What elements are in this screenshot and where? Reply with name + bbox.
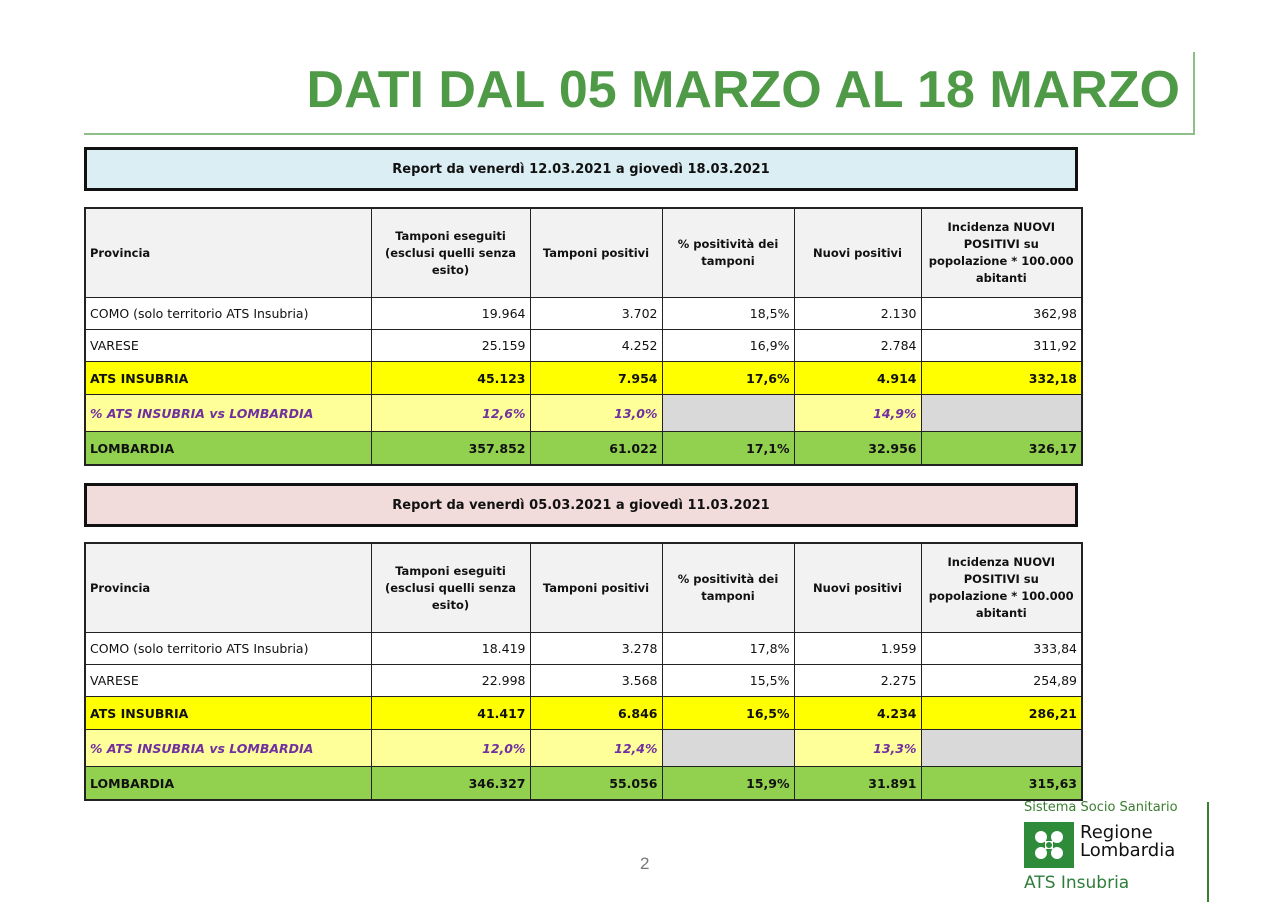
cell-pct: 15,9% <box>662 767 794 801</box>
regione-lombardia-rose-icon <box>1024 822 1074 868</box>
cell-eseguiti: 41.417 <box>371 697 530 730</box>
cell-empty <box>921 730 1082 767</box>
row-name: COMO (solo territorio ATS Insubria) <box>85 633 371 665</box>
cell-incidenza: 286,21 <box>921 697 1082 730</box>
cell-nuovi: 1.959 <box>794 633 921 665</box>
cell-incidenza: 332,18 <box>921 362 1082 395</box>
header-nuovi-positivi: Nuovi positivi <box>794 543 921 633</box>
header-incidenza: Incidenza NUOVI POSITIVI su popolazione * 100.000 abitanti <box>921 208 1082 298</box>
cell-empty <box>662 395 794 432</box>
cell-eseguiti: 12,6% <box>371 395 530 432</box>
cell-nuovi: 13,3% <box>794 730 921 767</box>
cell-positivi: 61.022 <box>530 432 662 466</box>
cell-nuovi: 2.275 <box>794 665 921 697</box>
logo-regione-text <box>1080 824 1175 860</box>
header-pct-positivita: % positività dei tamponi <box>662 543 794 633</box>
cell-pct: 15,5% <box>662 665 794 697</box>
report-2-label: Report da venerdì 05.03.2021 a giovedì 11.03.2021 <box>84 483 1078 527</box>
cell-incidenza: 326,17 <box>921 432 1082 466</box>
cell-positivi: 3.278 <box>530 633 662 665</box>
cell-eseguiti: 357.852 <box>371 432 530 466</box>
cell-eseguiti: 19.964 <box>371 298 530 330</box>
logo-ats-text: ATS Insubria <box>1024 873 1130 893</box>
header-provincia: Provincia <box>85 208 371 298</box>
cell-pct: 17,6% <box>662 362 794 395</box>
header-incidenza: Incidenza NUOVI POSITIVI su popolazione * 100.000 abitanti <box>921 543 1082 633</box>
header-pct-positivita: % positività dei tamponi <box>662 208 794 298</box>
header-tamponi-positivi: Tamponi positivi <box>530 543 662 633</box>
cell-pct: 17,8% <box>662 633 794 665</box>
cell-eseguiti: 12,0% <box>371 730 530 767</box>
header-nuovi-positivi: Nuovi positivi <box>794 208 921 298</box>
header-tamponi-eseguiti: Tamponi eseguiti (esclusi quelli senza esito) <box>371 208 530 298</box>
table-row-lombardia <box>85 432 1082 466</box>
table-row-pct-vs <box>85 730 1082 767</box>
page-title: DATI DAL 05 MARZO AL 18 MARZO <box>306 61 1180 119</box>
cell-eseguiti: 346.327 <box>371 767 530 801</box>
table-row <box>85 665 1082 697</box>
cell-incidenza: 362,98 <box>921 298 1082 330</box>
cell-positivi: 55.056 <box>530 767 662 801</box>
cell-eseguiti: 22.998 <box>371 665 530 697</box>
cell-eseguiti: 18.419 <box>371 633 530 665</box>
logo-sistema-text: Sistema Socio Sanitario <box>1024 800 1178 815</box>
cell-empty <box>662 730 794 767</box>
cell-positivi: 3.702 <box>530 298 662 330</box>
report-1-label: Report da venerdì 12.03.2021 a giovedì 18.03.2021 <box>84 147 1078 191</box>
row-name: ATS INSUBRIA <box>85 362 371 395</box>
header-tamponi-positivi: Tamponi positivi <box>530 208 662 298</box>
row-name: COMO (solo territorio ATS Insubria) <box>85 298 371 330</box>
cell-positivi: 13,0% <box>530 395 662 432</box>
cell-positivi: 12,4% <box>530 730 662 767</box>
cell-incidenza: 333,84 <box>921 633 1082 665</box>
cell-nuovi: 4.234 <box>794 697 921 730</box>
cell-positivi: 6.846 <box>530 697 662 730</box>
row-name: % ATS INSUBRIA vs LOMBARDIA <box>85 730 371 767</box>
cell-incidenza: 311,92 <box>921 330 1082 362</box>
cell-nuovi: 2.784 <box>794 330 921 362</box>
table-header-row <box>85 208 1082 298</box>
table-header-row <box>85 543 1082 633</box>
regione-lombardia-logo <box>1022 800 1212 900</box>
header-tamponi-eseguiti: Tamponi eseguiti (esclusi quelli senza esito) <box>371 543 530 633</box>
cell-nuovi: 31.891 <box>794 767 921 801</box>
cell-pct: 16,9% <box>662 330 794 362</box>
cell-positivi: 4.252 <box>530 330 662 362</box>
cell-eseguiti: 45.123 <box>371 362 530 395</box>
table-row-pct-vs <box>85 395 1082 432</box>
cell-pct: 16,5% <box>662 697 794 730</box>
logo-side-rule <box>1207 802 1209 902</box>
cell-nuovi: 32.956 <box>794 432 921 466</box>
row-name: LOMBARDIA <box>85 767 371 801</box>
report-2-table <box>84 542 1083 801</box>
cell-nuovi: 4.914 <box>794 362 921 395</box>
cell-nuovi: 2.130 <box>794 298 921 330</box>
cell-nuovi: 14,9% <box>794 395 921 432</box>
table-row-ats <box>85 362 1082 395</box>
row-name: ATS INSUBRIA <box>85 697 371 730</box>
row-name: LOMBARDIA <box>85 432 371 466</box>
logo-regione-line2: Lombardia <box>1080 840 1176 861</box>
page-number: 2 <box>640 854 650 873</box>
title-side-rule <box>1193 52 1195 135</box>
cell-eseguiti: 25.159 <box>371 330 530 362</box>
row-name: % ATS INSUBRIA vs LOMBARDIA <box>85 395 371 432</box>
table-row <box>85 633 1082 665</box>
cell-positivi: 3.568 <box>530 665 662 697</box>
cell-pct: 17,1% <box>662 432 794 466</box>
table-row-ats <box>85 697 1082 730</box>
cell-positivi: 7.954 <box>530 362 662 395</box>
cell-incidenza: 254,89 <box>921 665 1082 697</box>
row-name: VARESE <box>85 330 371 362</box>
row-name: VARESE <box>85 665 371 697</box>
header-provincia: Provincia <box>85 543 371 633</box>
table-row-lombardia <box>85 767 1082 801</box>
report-1-table <box>84 207 1083 466</box>
title-underline <box>84 133 1194 135</box>
table-row <box>85 298 1082 330</box>
table-row <box>85 330 1082 362</box>
logo-regione-line1: Regione <box>1080 822 1153 843</box>
cell-pct: 18,5% <box>662 298 794 330</box>
cell-empty <box>921 395 1082 432</box>
cell-incidenza: 315,63 <box>921 767 1082 801</box>
